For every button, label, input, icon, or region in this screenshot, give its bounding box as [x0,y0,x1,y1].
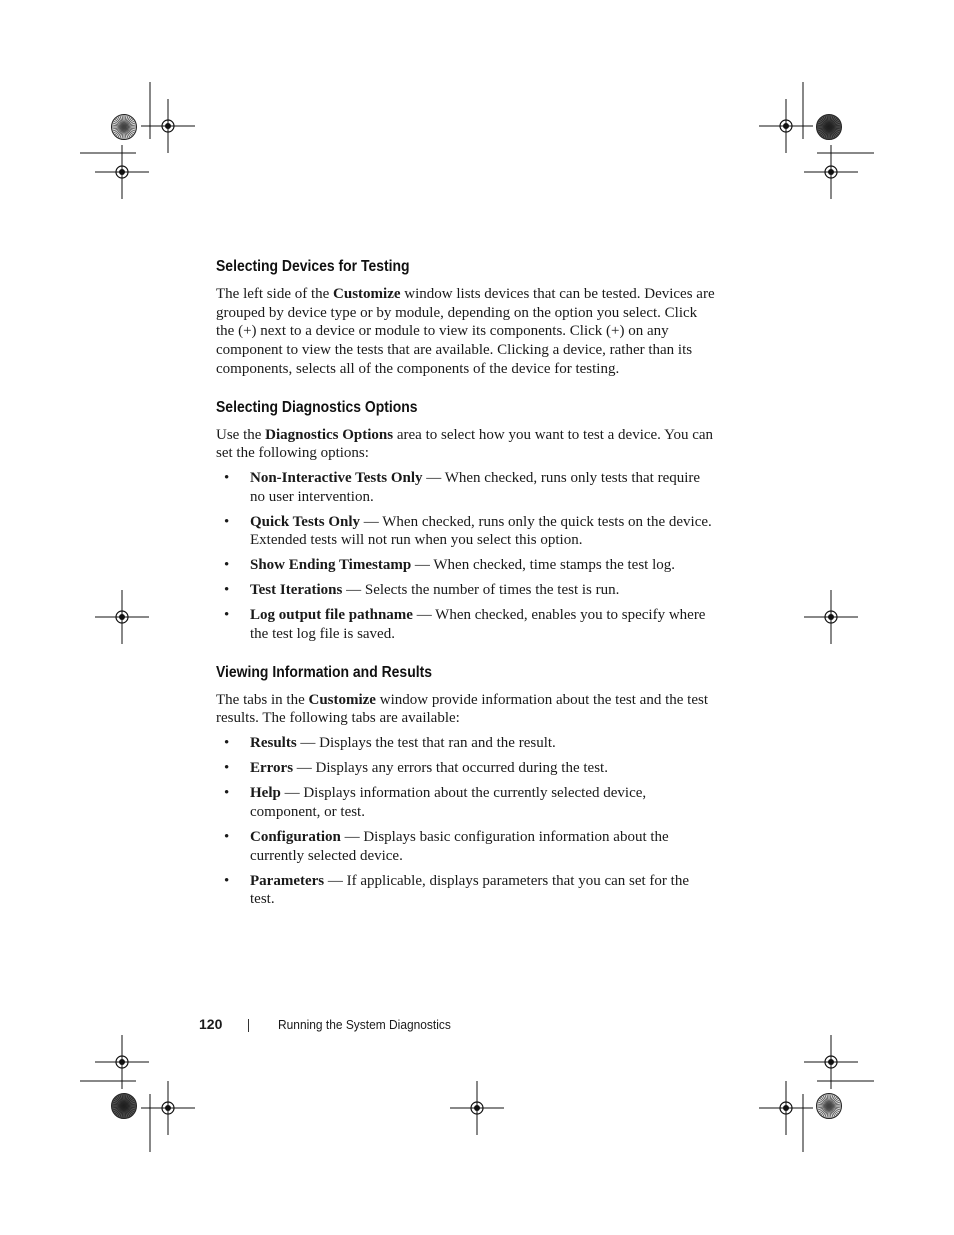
section-heading: Viewing Information and Results [216,663,432,681]
section-paragraph [216,691,716,728]
paragraph-text: window lists devices that can be tested. Devices are grouped by device type or by module, depending on the option you select. Click the (+) next to a device or module to view its components. Click (+) on any component to view the tests that are available. Clicking a device, rather than its components, selects all of the components of the device for testing. [216,286,715,377]
options-list [216,469,716,644]
paragraph-text: The tabs in the [216,691,309,708]
crosshair-mark [141,99,195,153]
list-item [216,872,716,909]
paragraph-text: The left side of the [216,286,334,302]
option-description: — When checked, runs only tests that require no user intervention. [250,469,701,505]
starburst-mark [112,115,137,140]
crosshair-mark [450,1081,504,1135]
option-description: — Displays basic configuration information about the currently selected device. [250,828,669,864]
option-description: — If applicable, displays parameters that you can set for the test. [250,872,689,908]
option-description: — When checked, time stamps the test log. [411,557,675,574]
section-diagnostics-options [216,399,716,644]
option-description: — Displays any errors that occurred during the test. [293,760,608,777]
ui-term: Customize [333,286,401,302]
option-description: — Displays the test that ran and the result. [296,735,556,752]
list-item [216,469,716,506]
ui-term: Customize [308,691,376,708]
option-term: Parameters [250,872,325,889]
paragraph-text: Use the [216,426,266,443]
list-item [216,784,716,821]
option-term: Log output file pathname [250,607,413,624]
footer-divider [248,1019,249,1032]
page-footer [0,1016,954,1036]
list-item [216,828,716,865]
page-number: 120 [199,1016,223,1032]
list-item [216,734,716,753]
crosshair-mark [141,1081,195,1135]
crosshair-mark [759,99,813,153]
list-item [216,581,716,600]
running-title: Running the System Diagnostics [278,1017,451,1032]
list-item [216,513,716,550]
option-term: Help [250,785,281,802]
starburst-mark [817,115,842,140]
option-term: Configuration [250,828,341,845]
option-term: Errors [250,760,294,777]
section-paragraph [216,426,716,463]
option-term: Show Ending Timestamp [250,557,412,574]
option-description: — When checked, runs only the quick tests on the device. Extended tests will not run when you select this option. [250,513,712,549]
ui-term: Diagnostics Options [265,426,394,443]
option-term: Results [250,735,297,752]
list-item [216,606,716,643]
paragraph-text: window provide information about the test and the test results. The following tabs are available: [216,691,708,727]
crosshair-mark [804,590,858,644]
paragraph-text: area to select how you want to test a device. You can set the following options: [216,426,714,462]
crosshair-mark [759,1081,813,1135]
section-heading: Selecting Devices for Testing [216,258,410,275]
starburst-mark [817,1094,842,1119]
list-item [216,759,716,778]
starburst-mark [112,1094,137,1119]
tabs-list [216,734,716,909]
crosshair-mark [95,590,149,644]
page-body [216,258,716,929]
option-description: — Selects the number of times the test is run. [342,582,620,599]
option-term: Quick Tests Only [250,513,361,530]
section-paragraph [216,285,716,379]
option-term: Test Iterations [250,582,343,599]
section-selecting-devices [216,258,716,379]
option-description: — When checked, enables you to specify where the test log file is saved. [250,607,706,643]
option-term: Non-Interactive Tests Only [250,469,423,486]
section-viewing-results [216,664,716,909]
option-description: — Displays information about the currently selected device, component, or test. [250,785,647,820]
list-item [216,556,716,575]
section-heading: Selecting Diagnostics Options [216,398,418,416]
